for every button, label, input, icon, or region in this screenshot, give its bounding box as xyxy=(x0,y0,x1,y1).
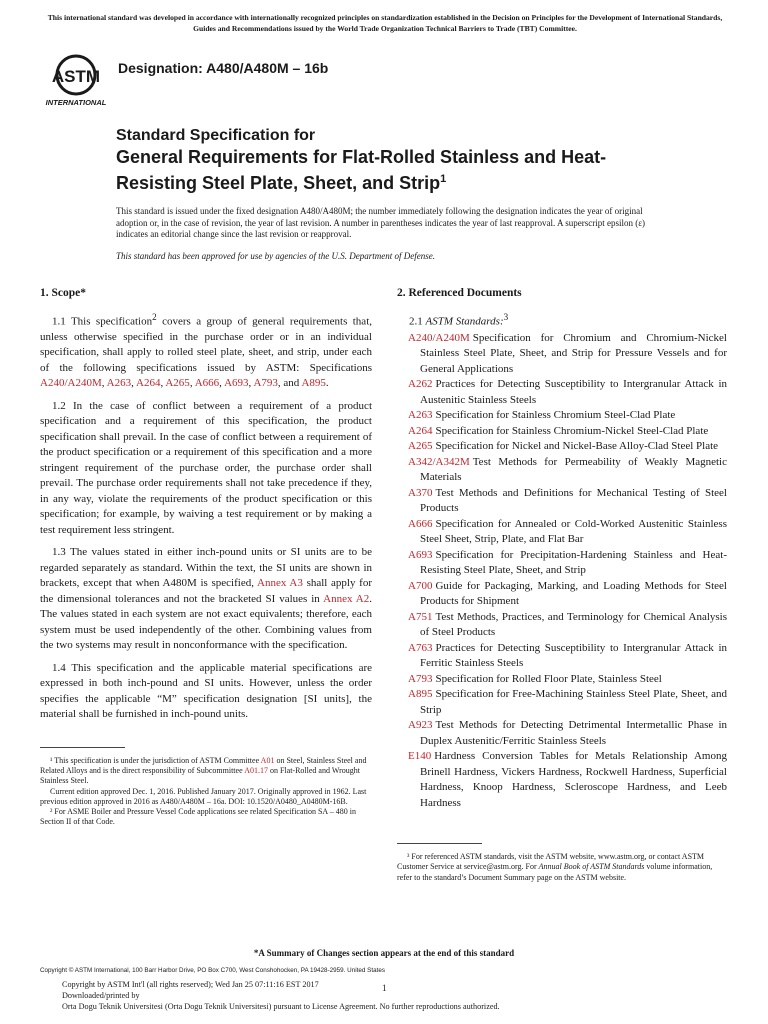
link-a895[interactable]: A895 xyxy=(301,377,326,390)
link-a265[interactable]: A265 xyxy=(165,377,190,390)
reference-title: Test Methods for Permeability of Weakly Magnetic Materials xyxy=(420,455,727,484)
title-line1: Standard Specification for xyxy=(116,127,316,144)
title-footnote-mark: 1 xyxy=(440,173,447,185)
reference-item xyxy=(397,672,727,688)
reference-code-link[interactable]: A264 xyxy=(408,424,433,437)
scope-1-3 xyxy=(40,545,372,654)
reference-item xyxy=(397,439,727,455)
link-subcommittee-a01-17[interactable]: A01.17 xyxy=(244,765,268,775)
references-heading: 2. Referenced Documents xyxy=(397,287,522,299)
summary-note: *A Summary of Changes section appears at the end of this standard xyxy=(253,948,515,958)
reference-title: Specification for Stainless Chromium Steel-Clad Plate xyxy=(435,409,676,422)
references-sublabel xyxy=(409,310,727,330)
scope-heading: 1. Scope* xyxy=(40,287,86,299)
reference-item xyxy=(397,331,727,378)
astm-logo xyxy=(42,52,112,108)
reference-title: Specification for Rolled Floor Plate, Stainless Steel xyxy=(435,672,662,685)
link-a666[interactable]: A666 xyxy=(194,377,220,390)
scope-1-3-b: shall apply for the dimensional tolerances and not the bracketed SI values in xyxy=(40,577,372,605)
reference-code-link[interactable]: A763 xyxy=(408,641,433,654)
reference-title: Specification for Stainless Chromium-Nickel Steel-Clad Plate xyxy=(435,424,709,437)
reference-code-link[interactable]: A265 xyxy=(408,440,433,453)
footnote-2: ² For ASME Boiler and Pressure Vessel Code applications see related Specification SA – 480 in Section II of that Code. xyxy=(40,807,356,827)
reference-code-link[interactable]: A666 xyxy=(408,517,433,530)
footnote-1-c: on Flat-Rolled and Wrought Stainless Steel. xyxy=(40,765,360,786)
link-a240[interactable]: A240/A240M xyxy=(40,377,102,390)
link-annex-a2[interactable]: Annex A2 xyxy=(323,592,370,605)
reference-code-link[interactable]: A370 xyxy=(408,486,433,499)
reference-title: Practices for Detecting Susceptibility to Intergranular Attack in Ferritic Stainless Steels xyxy=(420,641,727,670)
footnote-1-b: on Steel, Stainless Steel and Related Alloys and is the direct responsibility of Subcommittee xyxy=(40,755,367,775)
document-title xyxy=(116,126,676,194)
footnote-1-a: ¹ This specification is under the jurisdiction of ASTM Committee xyxy=(50,755,261,765)
license-line-3: Orta Dogu Teknik Universitesi (Orta Dogu Teknik Universitesi) pursuant to License Agreement. No further reproductions authorized. xyxy=(62,1002,500,1011)
license-block xyxy=(62,979,500,1012)
scope-1-3-a: 1.3 The values stated in either inch-pound units or SI units are to be regarded separately as standard. Within the text, the SI units are shown in brackets, except that when A480M is specified, xyxy=(40,546,372,590)
footnote-3 xyxy=(397,852,727,883)
left-column xyxy=(40,286,372,828)
preface xyxy=(116,206,656,262)
license-line-2: Downloaded/printed by xyxy=(62,991,140,1000)
reference-code-link[interactable]: A751 xyxy=(408,610,433,623)
link-a793[interactable]: A793 xyxy=(253,377,278,390)
footnotes-left xyxy=(40,756,372,828)
reference-title: Test Methods, Practices, and Terminology for Chemical Analysis of Steel Products xyxy=(420,610,727,639)
copyright-line: Copyright © ASTM International, 100 Barr Harbor Drive, PO Box C700, West Conshohocken, PA 19428-2959. United States xyxy=(40,967,385,974)
reference-code-link[interactable]: A793 xyxy=(408,672,433,685)
footnote-3-italic: Annual Book of ASTM Standards xyxy=(538,862,645,872)
reference-code-link[interactable]: A895 xyxy=(408,688,433,701)
scope-1-4: 1.4 This specification and the applicable material specifications are expressed in both inch-pound and SI units. However, unless the order specifies the applicable “M” specification designation [SI units], the material shall be furnished in inch-pound units. xyxy=(40,661,372,721)
reference-code-link[interactable]: A693 xyxy=(408,548,433,561)
designation: Designation: A480/A480M – 16b xyxy=(118,60,329,76)
reference-title: Specification for Precipitation-Hardening Stainless and Heat-Resisting Steel Plate, Sheet, and Strip xyxy=(420,548,727,577)
scope-1-1-sup: 2 xyxy=(152,311,157,322)
page-number: 1 xyxy=(382,983,387,993)
reference-item xyxy=(397,455,727,486)
reference-title: Specification for Chromium and Chromium-Nickel Stainless Steel Plate, Sheet, and Strip for Pressure Vessels and for General Applications xyxy=(420,331,727,375)
scope-1-1-a: 1.1 This specification xyxy=(52,315,153,328)
reference-list xyxy=(397,331,727,812)
reference-item xyxy=(397,579,727,610)
scope-1-1-b: covers a group of general requirements that, unless otherwise specified in the purchase order or in an individual specification, shall apply to rolled steel plate, sheet, and strip, under each of the following specifications issued by ASTM: Specifications xyxy=(40,315,372,374)
reference-item xyxy=(397,749,727,811)
reference-title: Test Methods for Detecting Detrimental Intermetallic Phase in Duplex Austenitic/Ferritic Stainless Steels xyxy=(420,719,727,747)
link-committee-a01[interactable]: A01 xyxy=(260,755,275,765)
references-sub-sup: 3 xyxy=(503,311,509,322)
footnote-divider-right xyxy=(397,843,482,844)
link-a693[interactable]: A693 xyxy=(224,377,249,390)
footnote-3-text xyxy=(397,852,727,883)
reference-title: Guide for Packaging, Marking, and Loading Methods for Steel Products for Shipment xyxy=(420,579,727,608)
scope-1-3-c: . The values stated in each system are not exact equivalents; therefore, each system must be used independently of the other. Combining values from the two systems may result in nonconformance with the specification. xyxy=(40,592,372,652)
reference-title: Hardness Conversion Tables for Metals Relationship Among Brinell Hardness, Vickers Hardness, Rockwell Hardness, Superficial Hardness, Knoop Hardness, Scleroscope Hardness, and Leeb Hardness xyxy=(420,750,727,809)
right-column xyxy=(397,286,727,883)
reference-item xyxy=(397,610,727,641)
reference-title: Specification for Free-Machining Stainless Steel Plate, Sheet, and Strip xyxy=(420,688,727,716)
reference-code-link[interactable]: A700 xyxy=(408,579,433,592)
footnote-1 xyxy=(40,756,372,787)
reference-code-link[interactable]: A262 xyxy=(408,378,433,391)
preface-text: This standard is issued under the fixed designation A480/A480M; the number immediately following the designation indicates the year of original adoption or, in the case of revision, the year of last revision. A number in parentheses indicates the year of last reapproval. A superscript epsilon (ε) indicates an editorial change since the last revision or reapproval. xyxy=(116,206,646,239)
reference-code-link[interactable]: A923 xyxy=(408,719,433,732)
footnote-1-edition: Current edition approved Dec. 1, 2016. Published January 2017. Originally approved in 1962. Last previous edition approved in 2016 as A480/A480M – 16a. DOI: 10.1520/A0480_A0480M-16B. xyxy=(40,786,367,806)
reference-code-link[interactable]: A342/A342M xyxy=(408,455,470,468)
footnote-3-b: volume information, refer to the standard’s Document Summary page on the ASTM website. xyxy=(397,862,713,882)
reference-item xyxy=(397,486,727,517)
references-sub-prefix: 2.1 xyxy=(409,315,423,328)
reference-item xyxy=(397,548,727,579)
license-line-1: Copyright by ASTM Int'l (all rights reserved); Wed Jan 25 07:11:16 EST 2017 xyxy=(62,980,319,989)
scope-1-2: 1.2 In the case of conflict between a requirement of a product specification and a requirement of this specification, the product specification shall prevail. In the case of conflict between a requirement of the product specification or a requirement of this specification and a more stringent requirement of the purchase order, the purchase order shall prevail. The purchase order requirements shall not take precedence if they, in any way, violate the requirements of the product specification or this specification; for example, by waiving a test requirement or by making a test requirement less stringent. xyxy=(40,399,372,536)
tbt-notice: This international standard was developed in accordance with internationally recognized principles on standardization established in the Decision on Principles for the Development of International Standards, Guides and Recommendations issued by the World Trade Organization Technical Barriers to Trade (TBT) Committee. xyxy=(47,13,723,33)
reference-item xyxy=(397,641,727,672)
reference-title: Specification for Annealed or Cold-Worked Austenitic Stainless Steel Sheet, Strip, Plate, and Flat Bar xyxy=(420,517,727,546)
reference-code-link[interactable]: A263 xyxy=(408,409,433,422)
reference-item xyxy=(397,718,727,749)
link-a264[interactable]: A264 xyxy=(136,377,161,390)
reference-item xyxy=(397,424,727,440)
link-a263[interactable]: A263 xyxy=(106,377,132,390)
reference-item xyxy=(397,377,727,408)
scope-1-1: 1.1 This specification$^2$ covers a group of general requirements that, unless otherwise specified in the purchase order or in an individual specification, shall apply to rolled steel plate, sheet, and strip, under each of the following specifications issued by ASTM: Specifications A240/A240M, A263, A264, A265, A666, A693, A793, and A895. xyxy=(40,311,372,390)
reference-code-link[interactable]: A240/A240M xyxy=(408,331,470,344)
title-main-text: General Requirements for Flat-Rolled Stainless and Heat-Resisting Steel Plate, Sheet, and Strip xyxy=(116,147,607,193)
references-sub-label-text: ASTM Standards: xyxy=(425,315,504,328)
link-annex-a3[interactable]: Annex A3 xyxy=(257,577,303,590)
reference-item xyxy=(397,687,727,718)
reference-title: Practices for Detecting Susceptibility to Intergranular Attack in Austenitic Stainless Steels xyxy=(420,378,727,406)
footnote-3-a: ³ For referenced ASTM standards, visit the ASTM website, www.astm.org, or contact ASTM Customer Service at service@astm.org. For xyxy=(397,852,705,872)
reference-title: Test Methods and Definitions for Mechanical Testing of Steel Products xyxy=(420,486,727,515)
reference-item xyxy=(397,408,727,424)
logo-subtext: INTERNATIONAL xyxy=(45,98,107,107)
scope-1-1-and: and xyxy=(283,377,300,390)
title-line2 xyxy=(116,146,676,194)
reference-code-link[interactable]: E140 xyxy=(408,750,432,763)
footnote-divider-left xyxy=(40,747,125,748)
logo-text: ASTM xyxy=(51,67,101,86)
reference-item xyxy=(397,517,727,548)
reference-title: Specification for Nickel and Nickel-Base Alloy-Clad Steel Plate xyxy=(435,440,719,453)
preface-approved: This standard has been approved for use by agencies of the U.S. Department of Defense. xyxy=(116,250,436,261)
